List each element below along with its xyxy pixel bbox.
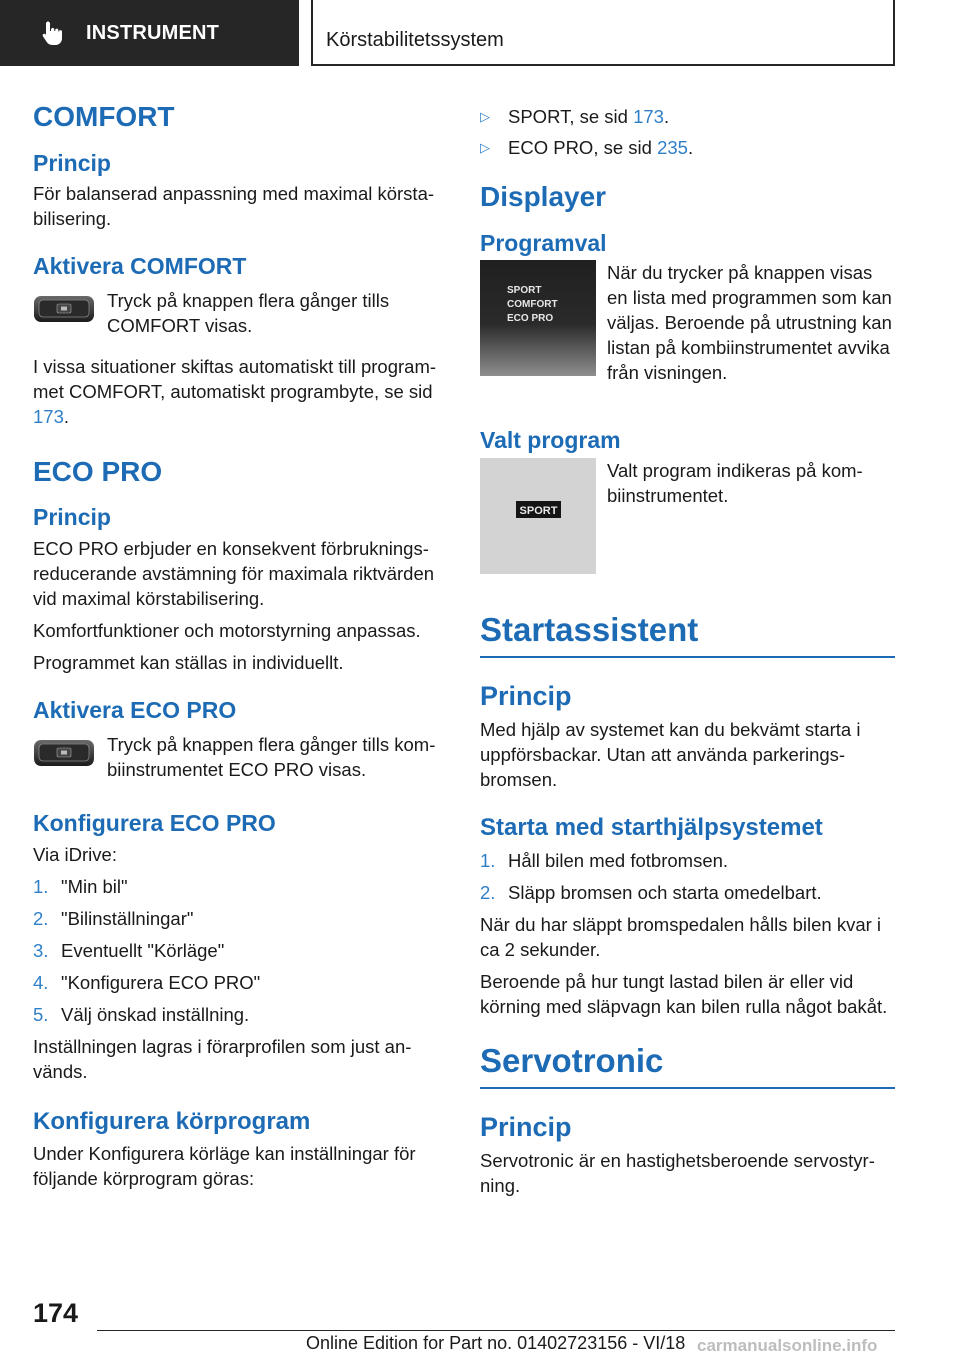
menu-item-eco-pro: ECO PRO	[507, 313, 554, 325]
start-assist-title: Startassistent	[480, 610, 699, 648]
selected-program-text: Valt program indikeras på kombiinstrumentet.	[607, 459, 863, 506]
via-idrive: Via iDrive:	[33, 844, 117, 866]
list-item: 3. Eventuellt "Körläge"	[33, 940, 225, 962]
edition-text: Online Edition for Part no. 01402723156 - VI/18	[306, 1333, 686, 1353]
triangle-bullet-icon: ▷	[480, 140, 490, 155]
configure-eco-heading: Konfigurera ECO PRO	[33, 809, 276, 836]
selected-program-display-image	[480, 458, 596, 574]
situations-paragraph: I vissa situationer skiftas automatiskt till programmet COMFORT, automatiskt programbyte, se sid 173.	[33, 355, 437, 427]
program-link-list	[480, 104, 895, 160]
comfort-princip-heading: Princip	[33, 149, 111, 176]
configure-eco-steps	[33, 874, 453, 1027]
configure-program-heading: Konfigurera körprogram	[33, 1108, 311, 1136]
start-assist-section	[480, 610, 895, 659]
servo-princip-heading: Princip	[480, 1112, 572, 1143]
eco-comfort-functions: Komfortfunktioner och motorstyrning anpassas.	[33, 619, 421, 641]
eco-individual: Programmet kan ställas in individuellt.	[33, 651, 344, 673]
hand-pointer-icon	[38, 19, 66, 47]
released-text: När du har släppt bromspedalen hålls bilen kvar i ca 2 sekunder.	[480, 913, 882, 960]
section-tab	[311, 0, 895, 66]
load-text: Beroende på hur tungt lastad bilen är eller vid körning med släpvagn kan bilen rulla något bakåt.	[480, 970, 888, 1017]
activate-comfort-text: Tryck på knappen flera gånger tills COMFORT visas.	[107, 289, 390, 336]
menu-item-sport: SPORT	[507, 285, 542, 297]
eco-pro-title: ECO PRO	[33, 455, 163, 487]
start-princip-text: Med hjälp av systemet kan du bekvämt starta i uppförsbackar. Utan att använda parkeringsbromsen.	[480, 718, 861, 790]
page-link-235[interactable]: 235	[657, 137, 688, 158]
footer-divider	[97, 1330, 895, 1331]
menu-item-comfort: COMFORT	[507, 299, 558, 311]
driving-mode-button-icon	[33, 738, 95, 768]
page-link-173[interactable]: 173	[33, 405, 64, 427]
page-link-173[interactable]: 173	[633, 106, 664, 127]
servotronic-section	[480, 1041, 895, 1090]
start-princip-heading: Princip	[480, 681, 572, 712]
activate-comfort-block	[33, 288, 453, 338]
chapter-title: INSTRUMENT	[86, 21, 220, 44]
left-column	[33, 100, 453, 1191]
start-steps	[480, 848, 895, 905]
activate-comfort-heading: Aktivera COMFORT	[33, 253, 247, 280]
servo-princip-text: Servotronic är en hastighetsberoende servostyrning.	[480, 1149, 875, 1196]
chapter-tab	[0, 0, 299, 66]
activate-eco-heading: Aktivera ECO PRO	[33, 696, 237, 723]
page-number: 174	[33, 1298, 79, 1328]
section-title: Körstabilitetssystem	[326, 29, 504, 51]
list-item: ▷ ECO PRO, se sid 235.	[480, 137, 694, 158]
activate-eco-text: Tryck på knappen flera gånger tills kombiinstrumentet ECO PRO visas.	[107, 733, 436, 780]
selected-program-badge: SPORT	[519, 504, 558, 517]
list-item: 4. "Konfigurera ECO PRO"	[33, 972, 261, 994]
right-column	[480, 104, 895, 1198]
list-item: 1. "Min bil"	[33, 876, 128, 898]
saved-text: Inställningen lagras i förarprofilen som just används.	[33, 1036, 412, 1083]
display-title: Displayer	[480, 181, 607, 212]
comfort-princip-text: För balanserad anpassning med maximal körstabilisering.	[33, 183, 435, 230]
list-item: 2. Släpp bromsen och starta omedelbart.	[480, 881, 822, 903]
eco-princip-text: ECO PRO erbjuder en konsekvent förbrukningsreducerande avstämning för maximala riktvärden vid maximal körstabilisering.	[33, 537, 435, 609]
program-choice-block	[480, 260, 895, 385]
program-choice-text: När du trycker på knappen visas en lista med programmen som kan väljas. Beroende på utrustning kan listan på kombiinstrumentet avvika från visningen.	[607, 262, 892, 384]
configure-program-text: Under Konfigurera körläge kan inställningar för följande körprogram göras:	[33, 1142, 416, 1189]
list-item: 5. Välj önskad inställning.	[33, 1004, 250, 1026]
list-item: 1. Håll bilen med fotbromsen.	[480, 849, 729, 871]
comfort-title: COMFORT	[33, 101, 175, 132]
list-item: ▷ SPORT, se sid 173.	[480, 106, 670, 127]
servotronic-title: Servotronic	[480, 1041, 664, 1079]
watermark: carmanualsonline.info	[697, 1336, 878, 1355]
section-divider	[480, 1087, 895, 1089]
start-with-heading: Starta med starthjälpsystemet	[480, 813, 823, 841]
program-list-display-image	[480, 260, 596, 376]
selected-program-block	[480, 458, 895, 574]
program-choice-heading: Programval	[480, 229, 607, 256]
page-header	[0, 0, 960, 66]
driving-mode-button-icon	[33, 294, 95, 324]
activate-eco-block	[33, 732, 453, 782]
eco-princip-heading: Princip	[33, 504, 111, 531]
section-divider	[480, 656, 895, 658]
triangle-bullet-icon: ▷	[480, 109, 490, 124]
selected-program-heading: Valt program	[480, 427, 621, 454]
list-item: 2. "Bilinställningar"	[33, 908, 194, 930]
